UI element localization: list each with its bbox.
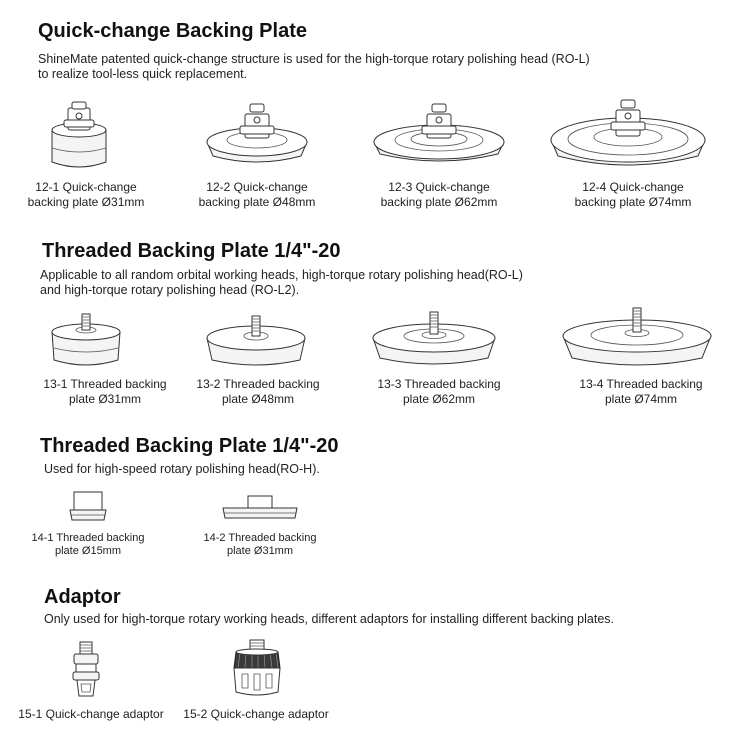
caption-line: plate Ø15mm [54, 545, 122, 557]
product-image-13-4 [560, 304, 714, 372]
product-image-15-1 [68, 640, 104, 700]
caption-13-4 [579, 377, 702, 407]
caption-line: 15-2 Quick-change adaptor [183, 707, 329, 721]
caption-13-1 [43, 377, 166, 407]
section-desc-adaptor [44, 612, 614, 627]
caption-line: 12-3 Quick-change [388, 180, 490, 194]
caption-line: plate Ø74mm [604, 392, 678, 406]
caption-line: plate Ø48mm [221, 392, 295, 406]
product-image-12-1 [44, 100, 114, 172]
caption-line: backing plate Ø74mm [574, 195, 692, 209]
product-image-15-2 [228, 638, 286, 700]
caption-line: 12-1 Quick-change [35, 180, 137, 194]
caption-15-1 [18, 707, 163, 722]
section-desc-quick-change [38, 52, 590, 82]
section-desc-threaded-2 [44, 462, 320, 477]
section-title-threaded-1: Threaded Backing Plate 1/4"-20 [42, 240, 341, 262]
caption-line: backing plate Ø31mm [27, 195, 145, 209]
caption-12-2 [199, 180, 316, 210]
product-image-12-2 [203, 98, 311, 168]
caption-line: 12-4 Quick-change [582, 180, 684, 194]
caption-line: plate Ø62mm [402, 392, 476, 406]
caption-line: 12-2 Quick-change [206, 180, 308, 194]
caption-line: 13-3 Threaded backing [377, 377, 501, 391]
caption-line: plate Ø31mm [226, 545, 294, 557]
caption-12-4 [575, 180, 692, 210]
product-image-14-1 [68, 490, 108, 524]
caption-12-3 [381, 180, 498, 210]
product-image-13-1 [48, 308, 124, 370]
caption-line: 13-4 Threaded backing [579, 377, 703, 391]
caption-line: backing plate Ø48mm [198, 195, 316, 209]
desc-line: Used for high-speed rotary polishing head(RO-H). [44, 462, 320, 476]
section-title-threaded-2: Threaded Backing Plate 1/4"-20 [40, 435, 339, 457]
product-image-13-3 [370, 306, 498, 370]
product-image-13-2 [204, 308, 308, 370]
caption-line: 15-1 Quick-change adaptor [18, 707, 164, 721]
section-title-quick-change: Quick-change Backing Plate [38, 20, 307, 42]
caption-14-2 [204, 532, 317, 558]
desc-line: and high-torque rotary polishing head (RO-L2). [40, 283, 300, 297]
caption-12-1 [28, 180, 145, 210]
caption-13-3 [377, 377, 500, 407]
desc-line: to realize tool-less quick replacement. [38, 67, 248, 81]
desc-line: Only used for high-torque rotary working heads, different adaptors for installing different backing plates. [44, 612, 615, 626]
product-image-12-3 [370, 98, 508, 168]
caption-line: backing plate Ø62mm [380, 195, 498, 209]
caption-line: plate Ø31mm [68, 392, 142, 406]
caption-13-2 [196, 377, 319, 407]
product-image-14-2 [220, 494, 300, 524]
caption-line: 13-1 Threaded backing [43, 377, 167, 391]
desc-line: ShineMate patented quick-change structure is used for the high-torque rotary polishing head (RO-L) [38, 52, 590, 66]
section-desc-threaded-1 [40, 268, 523, 298]
caption-line: 14-1 Threaded backing [31, 532, 145, 544]
caption-line: 13-2 Threaded backing [196, 377, 320, 391]
caption-line: 14-2 Threaded backing [203, 532, 317, 544]
desc-line: Applicable to all random orbital working heads, high-torque rotary polishing head(RO-L) [40, 268, 523, 282]
section-title-adaptor: Adaptor [44, 586, 121, 608]
product-image-12-4 [548, 96, 708, 174]
caption-15-2 [183, 707, 328, 722]
caption-14-1 [32, 532, 145, 558]
